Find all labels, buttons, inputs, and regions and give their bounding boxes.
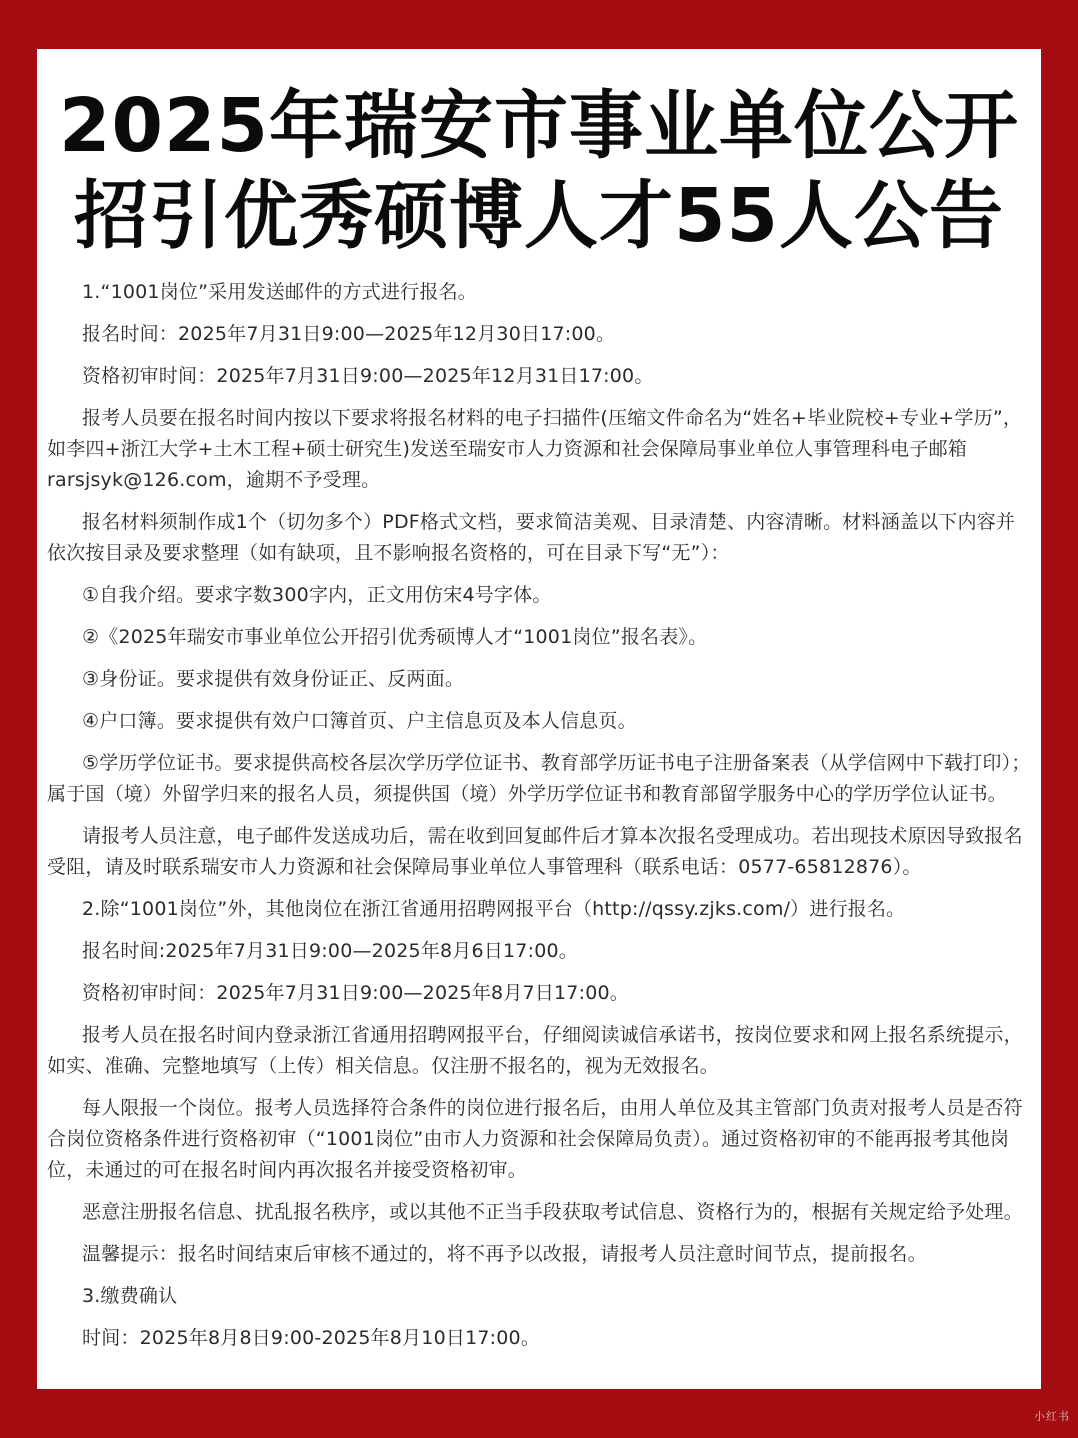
- paragraph: 报考人员要在报名时间内按以下要求将报名材料的电子扫描件(压缩文件命名为“姓名+毕业院校+专业+学历”，如李四+浙江大学+土木工程+硕士研究生)发送至瑞安市人力资源和社会保障局事业单位人事管理科电子邮箱rarsjsyk@126.com，逾期不予受理。: [47, 407, 1023, 491]
- paragraph: ②《2025年瑞安市事业单位公开招引优秀硕博人才“1001岗位”报名表》。: [82, 626, 708, 648]
- paragraph: 报考人员在报名时间内登录浙江省通用招聘网报平台，仔细阅读诚信承诺书，按岗位要求和网上报名系统提示，如实、准确、完整地填写（上传）相关信息。仅注册不报名的，视为无效报名。: [47, 1024, 1023, 1077]
- paragraph: 资格初审时间：2025年7月31日9:00—2025年12月31日17:00。: [82, 365, 654, 387]
- paragraph: 资格初审时间：2025年7月31日9:00—2025年8月7日17:00。: [82, 982, 629, 1004]
- paragraph: 报名时间:2025年7月31日9:00—2025年8月6日17:00。: [82, 940, 578, 962]
- paragraph: ③身份证。要求提供有效身份证正、反两面。: [82, 668, 465, 690]
- page-title: [37, 81, 1041, 261]
- watermark-logo: 小红书: [1034, 1410, 1070, 1423]
- paragraph: ④户口簿。要求提供有效户口簿首页、户主信息页及本人信息页。: [82, 710, 637, 732]
- title-line-1: 2025年瑞安市事业单位公开: [59, 83, 1019, 169]
- paragraph: 2.除“1001岗位”外，其他岗位在浙江省通用招聘网报平台（http://qssy.zjks.com/）进行报名。: [82, 898, 906, 920]
- announcement-body: [47, 277, 1031, 1365]
- paragraph: 温馨提示：报名时间结束后审核不通过的，将不再予以改报，请报考人员注意时间节点，提前报名。: [82, 1243, 927, 1265]
- document-page: [37, 49, 1041, 1389]
- paragraph: 报名时间：2025年7月31日9:00—2025年12月30日17:00。: [82, 323, 616, 345]
- paragraph: 时间：2025年8月8日9:00-2025年8月10日17:00。: [82, 1327, 541, 1349]
- paragraph: 恶意注册报名信息、扰乱报名秩序，或以其他不正当手段获取考试信息、资格行为的，根据有关规定给予处理。: [82, 1201, 1023, 1223]
- paragraph: 请报考人员注意，电子邮件发送成功后，需在收到回复邮件后才算本次报名受理成功。若出现技术原因导致报名受阻，请及时联系瑞安市人力资源和社会保障局事业单位人事管理科（联系电话：0577-65812876）。: [47, 825, 1023, 878]
- paragraph: 每人限报一个岗位。报考人员选择符合条件的岗位进行报名后，由用人单位及其主管部门负责对报考人员是否符合岗位资格条件进行资格初审（“1001岗位”由市人力资源和社会保障局负责）。通过资格初审的不能再报考其他岗位，未通过的可在报名时间内再次报名并接受资格初审。: [47, 1097, 1023, 1181]
- paragraph: 报名材料须制作成1个（切勿多个）PDF格式文档，要求简洁美观、目录清楚、内容清晰。材料涵盖以下内容并依次按目录及要求整理（如有缺项，且不影响报名资格的，可在目录下写“无”）：: [47, 511, 1016, 564]
- paragraph: 3.缴费确认: [82, 1285, 178, 1307]
- paragraph: 1.“1001岗位”采用发送邮件的方式进行报名。: [82, 281, 477, 303]
- title-line-2: 招引优秀硕博人才55人公告: [74, 173, 1004, 259]
- paragraph: ①自我介绍。要求字数300字内，正文用仿宋4号字体。: [82, 584, 552, 606]
- paragraph: ⑤学历学位证书。要求提供高校各层次学历学位证书、教育部学历证书电子注册备案表（从学信网中下载打印）；属于国（境）外留学归来的报名人员，须提供国（境）外学历学位证书和教育部留学服务中心的学历学位认证书。: [47, 752, 1031, 805]
